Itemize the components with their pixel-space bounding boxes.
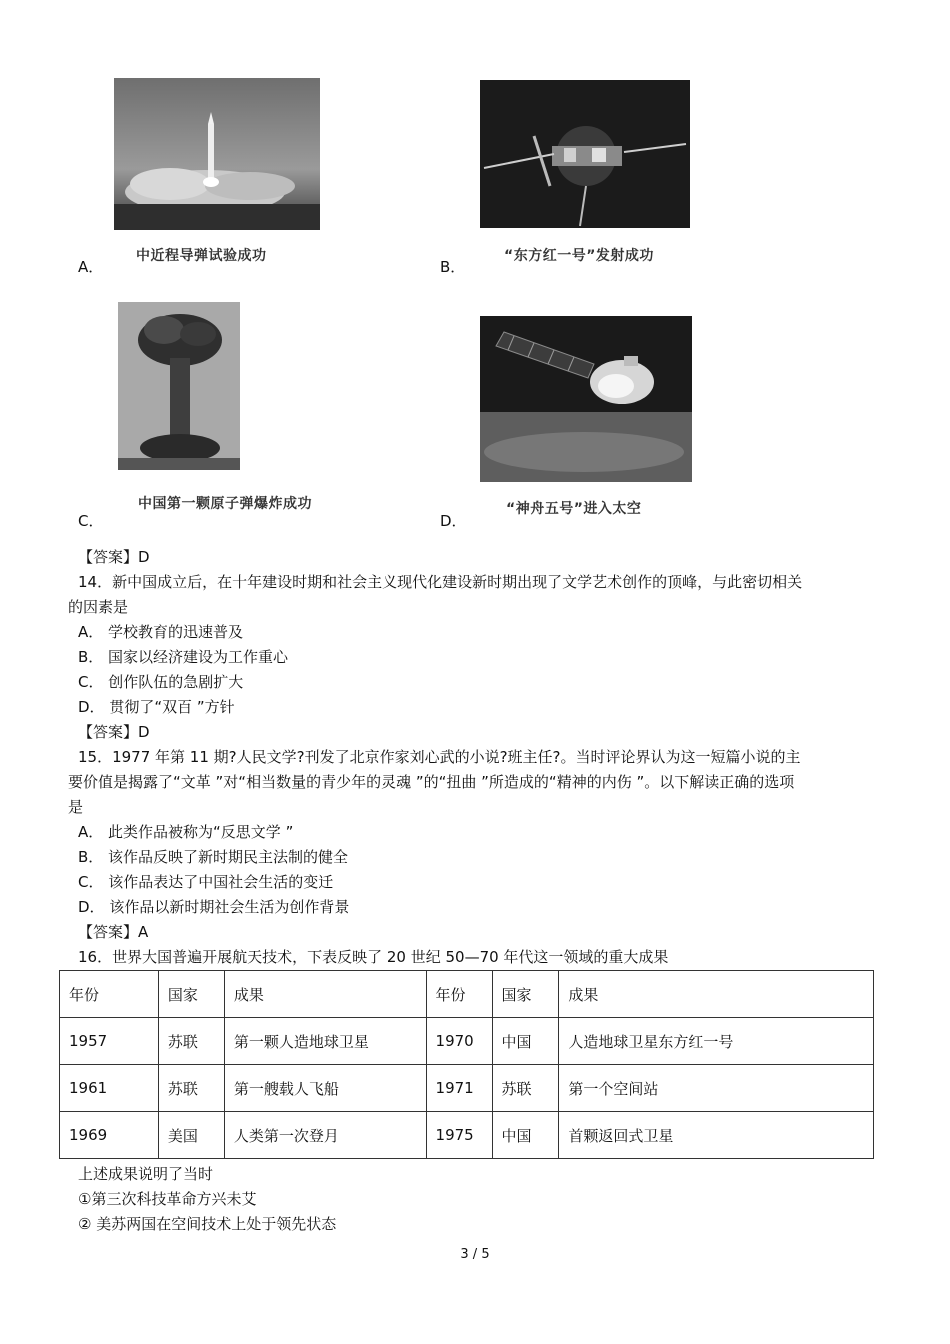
table-row <box>60 1018 874 1065</box>
table-cell: 1957 <box>60 1018 159 1065</box>
table-header-cell: 成果 <box>224 971 426 1018</box>
q14-option-c: C． 创作队伍的急剧扩大 <box>78 673 244 691</box>
table-row <box>60 1112 874 1159</box>
q14-stem-line2: 的因素是 <box>68 598 129 616</box>
q16-item-1: ①第三次科技革命方兴未艾 <box>78 1190 257 1208</box>
table-cell: 首颗返回式卫星 <box>559 1112 874 1159</box>
spacecraft-photo <box>474 312 696 486</box>
q16-follow: 上述成果说明了当时 <box>78 1165 214 1183</box>
table-header-cell: 年份 <box>426 971 492 1018</box>
table-cell: 美国 <box>158 1112 224 1159</box>
table-cell: 1971 <box>426 1065 492 1112</box>
q15-option-d: D． 该作品以新时期社会生活为创作背景 <box>78 898 350 916</box>
q15-option-c: C． 该作品表达了中国社会生活的变迁 <box>78 873 334 891</box>
q13-option-c-caption: 中国第一颗原子弹爆炸成功 <box>138 496 312 512</box>
space-achievements-table <box>59 970 874 1159</box>
table-cell: 苏联 <box>158 1018 224 1065</box>
table-cell: 第一颗人造地球卫星 <box>224 1018 426 1065</box>
table-cell: 1969 <box>60 1112 159 1159</box>
table-cell: 苏联 <box>492 1065 559 1112</box>
table-header-row <box>60 971 874 1018</box>
q15-option-a: A． 此类作品被称为“反思文学 ” <box>78 823 294 841</box>
missile-launch-photo <box>110 74 324 234</box>
q13-answer: 【答案】D <box>78 548 150 566</box>
table-cell: 中国 <box>492 1018 559 1065</box>
table-header-cell: 国家 <box>492 971 559 1018</box>
q13-option-a-letter: A． <box>78 258 104 276</box>
q13-option-d-letter: D． <box>440 512 467 530</box>
table-cell: 第一艘载人飞船 <box>224 1065 426 1112</box>
atomic-bomb-photo <box>114 298 244 474</box>
q13-option-b-letter: B． <box>440 258 466 276</box>
q15-stem-line2: 要价值是揭露了“文革 ”对“相当数量的青少年的灵魂 ”的“扭曲 ”所造成的“精神的内伤 ”。以下解读正确的选项 <box>68 773 795 791</box>
table-header-cell: 成果 <box>559 971 874 1018</box>
q14-option-a: A． 学校教育的迅速普及 <box>78 623 244 641</box>
q14-stem-line1: 14．新中国成立后，在十年建设时期和社会主义现代化建设新时期出现了文学艺术创作的顶峰，与此密切相关 <box>78 573 803 591</box>
q14-option-d: D． 贯彻了“双百 ”方针 <box>78 698 235 716</box>
table-cell: 第一个空间站 <box>559 1065 874 1112</box>
table-row <box>60 1065 874 1112</box>
table-header-cell: 年份 <box>60 971 159 1018</box>
q16-stem: 16．世界大国普遍开展航天技术，下表反映了 20 世纪 50—70 年代这一领域的重大成果 <box>78 948 669 966</box>
table-cell: 人造地球卫星东方红一号 <box>559 1018 874 1065</box>
q16-item-2: ② 美苏两国在空间技术上处于领先状态 <box>78 1215 337 1233</box>
q15-option-b: B． 该作品反映了新时期民主法制的健全 <box>78 848 349 866</box>
q15-stem-line3: 是 <box>68 798 84 816</box>
q15-answer: 【答案】A <box>78 923 149 941</box>
satellite-photo <box>474 76 694 232</box>
table-header-cell: 国家 <box>158 971 224 1018</box>
table-cell: 1975 <box>426 1112 492 1159</box>
q13-option-b-caption: “东方红一号”发射成功 <box>504 248 654 264</box>
q13-option-d-caption: “神舟五号”进入太空 <box>506 501 642 517</box>
table-cell: 人类第一次登月 <box>224 1112 426 1159</box>
q14-option-b: B． 国家以经济建设为工作重心 <box>78 648 289 666</box>
q13-option-a-caption: 中近程导弹试验成功 <box>136 248 267 264</box>
table-cell: 中国 <box>492 1112 559 1159</box>
q13-option-c-letter: C． <box>78 512 104 530</box>
table-cell: 1961 <box>60 1065 159 1112</box>
table-cell: 苏联 <box>158 1065 224 1112</box>
page-number: 3 / 5 <box>460 1247 490 1262</box>
q15-stem-line1: 15．1977 年第 11 期?人民文学?刊发了北京作家刘心武的小说?班主任?。当时评论界认为这一短篇小说的主 <box>78 748 801 766</box>
table-cell: 1970 <box>426 1018 492 1065</box>
q14-answer: 【答案】D <box>78 723 150 741</box>
